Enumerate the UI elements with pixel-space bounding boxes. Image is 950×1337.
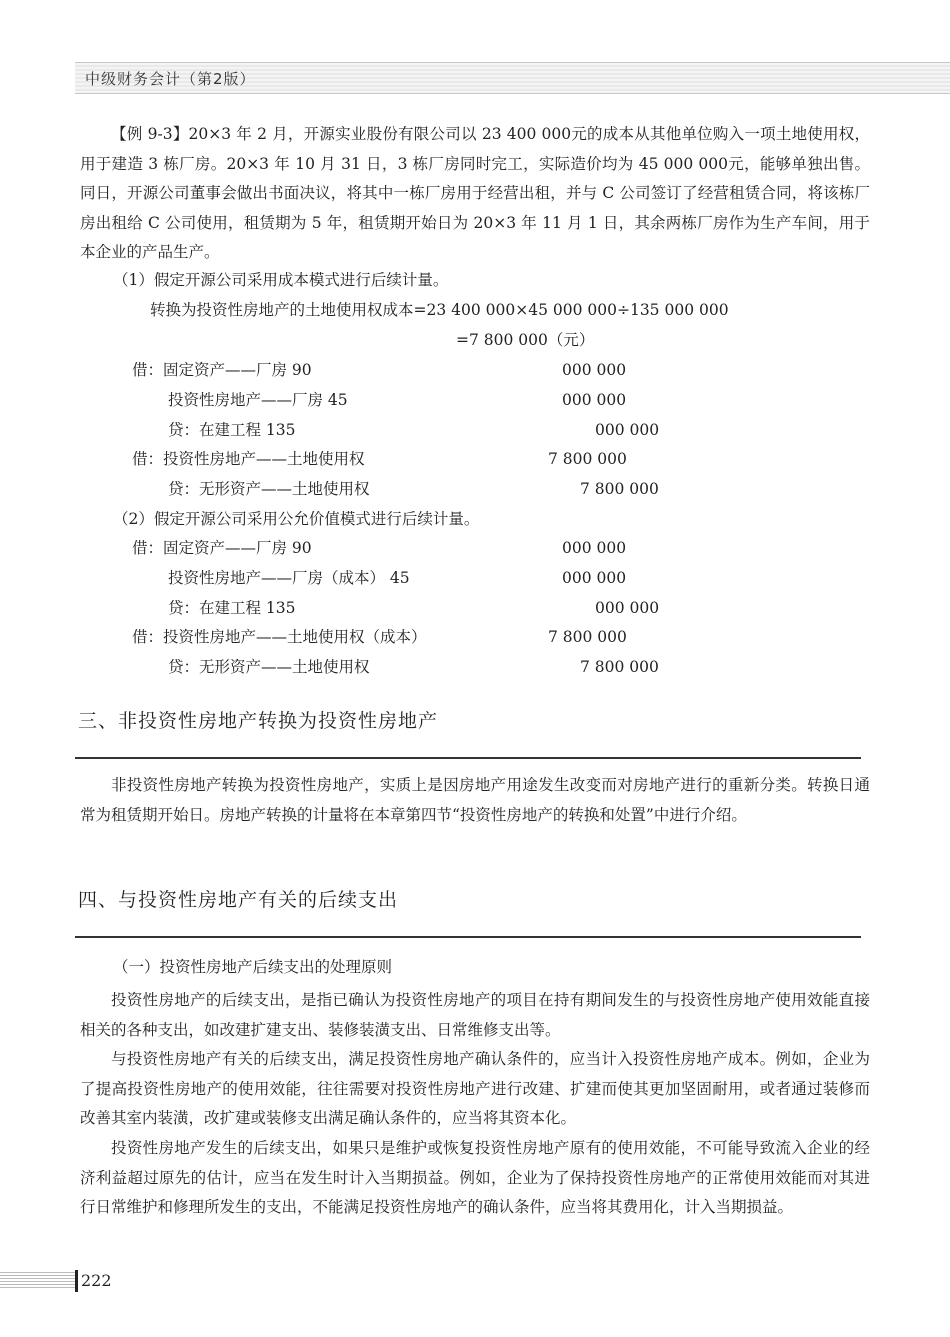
section-4-subheading: （一）投资性房地产后续支出的处理原则 <box>113 958 393 976</box>
journal-entry-amount: 000 000 <box>562 361 627 379</box>
section-4-paragraph-3: 投资性房地产发生的后续支出，如果只是维护或恢复投资性房地产原有的使用效能，不可能导致流入企业的经济利益超过原先的估计，应当在发生时计入当期损益。例如，企业为了保持投资性房地产的正常使用效能而对其进行日常维护和修理所发生的支出，不能满足投资性房地产的确认条件，应当将其费用化，计入当期损益。 <box>80 1139 870 1216</box>
formula-line-2: =7 800 000（元） <box>456 331 595 349</box>
journal-entry-amount: 000 000 <box>595 599 660 617</box>
journal-entry-text: 贷：无形资产——土地使用权 <box>168 658 370 676</box>
page-number: 222 <box>81 1271 112 1290</box>
journal-entry-amount: 000 000 <box>562 569 627 587</box>
journal-entry-amount: 7 800 000 <box>580 658 659 676</box>
journal-entry-text: 投资性房地产——厂房（成本） 45 <box>168 569 410 587</box>
journal-entry-amount: 7 800 000 <box>580 480 659 498</box>
journal-entry-text: 贷：无形资产——土地使用权 <box>168 480 370 498</box>
section-3-title: 三、非投资性房地产转换为投资性房地产 <box>78 710 439 732</box>
case1-heading: （1）假定开源公司采用成本模式进行后续计量。 <box>113 271 449 289</box>
case2-heading: （2）假定开源公司采用公允价值模式进行后续计量。 <box>113 510 480 528</box>
journal-entry-amount: 7 800 000 <box>548 628 627 646</box>
section-4-paragraph-1: 投资性房地产的后续支出，是指已确认为投资性房地产的项目在持有期间发生的与投资性房地产使用效能直接相关的各种支出，如改建扩建支出、装修装潢支出、日常维修支出等。 <box>80 991 870 1039</box>
journal-entry-text: 借：投资性房地产——土地使用权（成本） <box>132 628 427 646</box>
section-3-divider <box>75 757 861 759</box>
journal-entry-text: 贷：在建工程 135 <box>168 421 296 439</box>
section-4-divider <box>75 936 861 938</box>
section-4-paragraph-2: 与投资性房地产有关的后续支出，满足投资性房地产确认条件的，应当计入投资性房地产成本。例如，企业为了提高投资性房地产的使用效能，往往需要对投资性房地产进行改建、扩建而使其更加坚固耐用，或者通过装修而改善其室内装潢，改扩建或装修支出满足确认条件的，应当将其资本化。 <box>80 1050 870 1127</box>
journal-entry-text: 借：固定资产——厂房 90 <box>132 361 312 379</box>
journal-entry-amount: 7 800 000 <box>548 450 627 468</box>
journal-entry-amount: 000 000 <box>595 421 660 439</box>
example-paragraph: 【例 9-3】20×3 年 2 月，开源实业股份有限公司以 23 400 000元的成本从其他单位购入一项土地使用权，用于建造 3 栋厂房。20×3 年 10 月 31 日，3 栋厂房同时完工，实际造价均为 45 000 000元，能够单独出售。同日，开源公司董事会做出书面决议，将其中一栋厂房用于经营出租，并与 C 公司签订了经营租赁合同，将该栋厂房出租给 C 公司使用，租赁期为 5 年，租赁期开始日为 20×3 年 11 月 1 日，其余两栋厂房作为生产车间，用于本企业的产品生产。 <box>80 125 870 261</box>
running-header-title: 中级财务会计（第2版） <box>85 70 256 88</box>
section-4-title: 四、与投资性房地产有关的后续支出 <box>78 889 399 911</box>
footer-bar <box>75 1270 78 1292</box>
formula-line-1: 转换为投资性房地产的土地使用权成本=23 400 000×45 000 000÷135 000 000 <box>150 301 729 319</box>
journal-entry-text: 投资性房地产——厂房 45 <box>168 391 348 409</box>
journal-entry-amount: 000 000 <box>562 539 627 557</box>
journal-entry-text: 贷：在建工程 135 <box>168 599 296 617</box>
section-3-paragraph: 非投资性房地产转换为投资性房地产，实质上是因房地产用途发生改变而对房地产进行的重新分类。转换日通常为租赁期开始日。房地产转换的计量将在本章第四节“投资性房地产的转换和处置”中进行介绍。 <box>80 776 870 824</box>
footer-decoration <box>0 1272 75 1290</box>
journal-entry-text: 借：投资性房地产——土地使用权 <box>132 450 365 468</box>
journal-entry-amount: 000 000 <box>562 391 627 409</box>
journal-entry-text: 借：固定资产——厂房 90 <box>132 539 312 557</box>
